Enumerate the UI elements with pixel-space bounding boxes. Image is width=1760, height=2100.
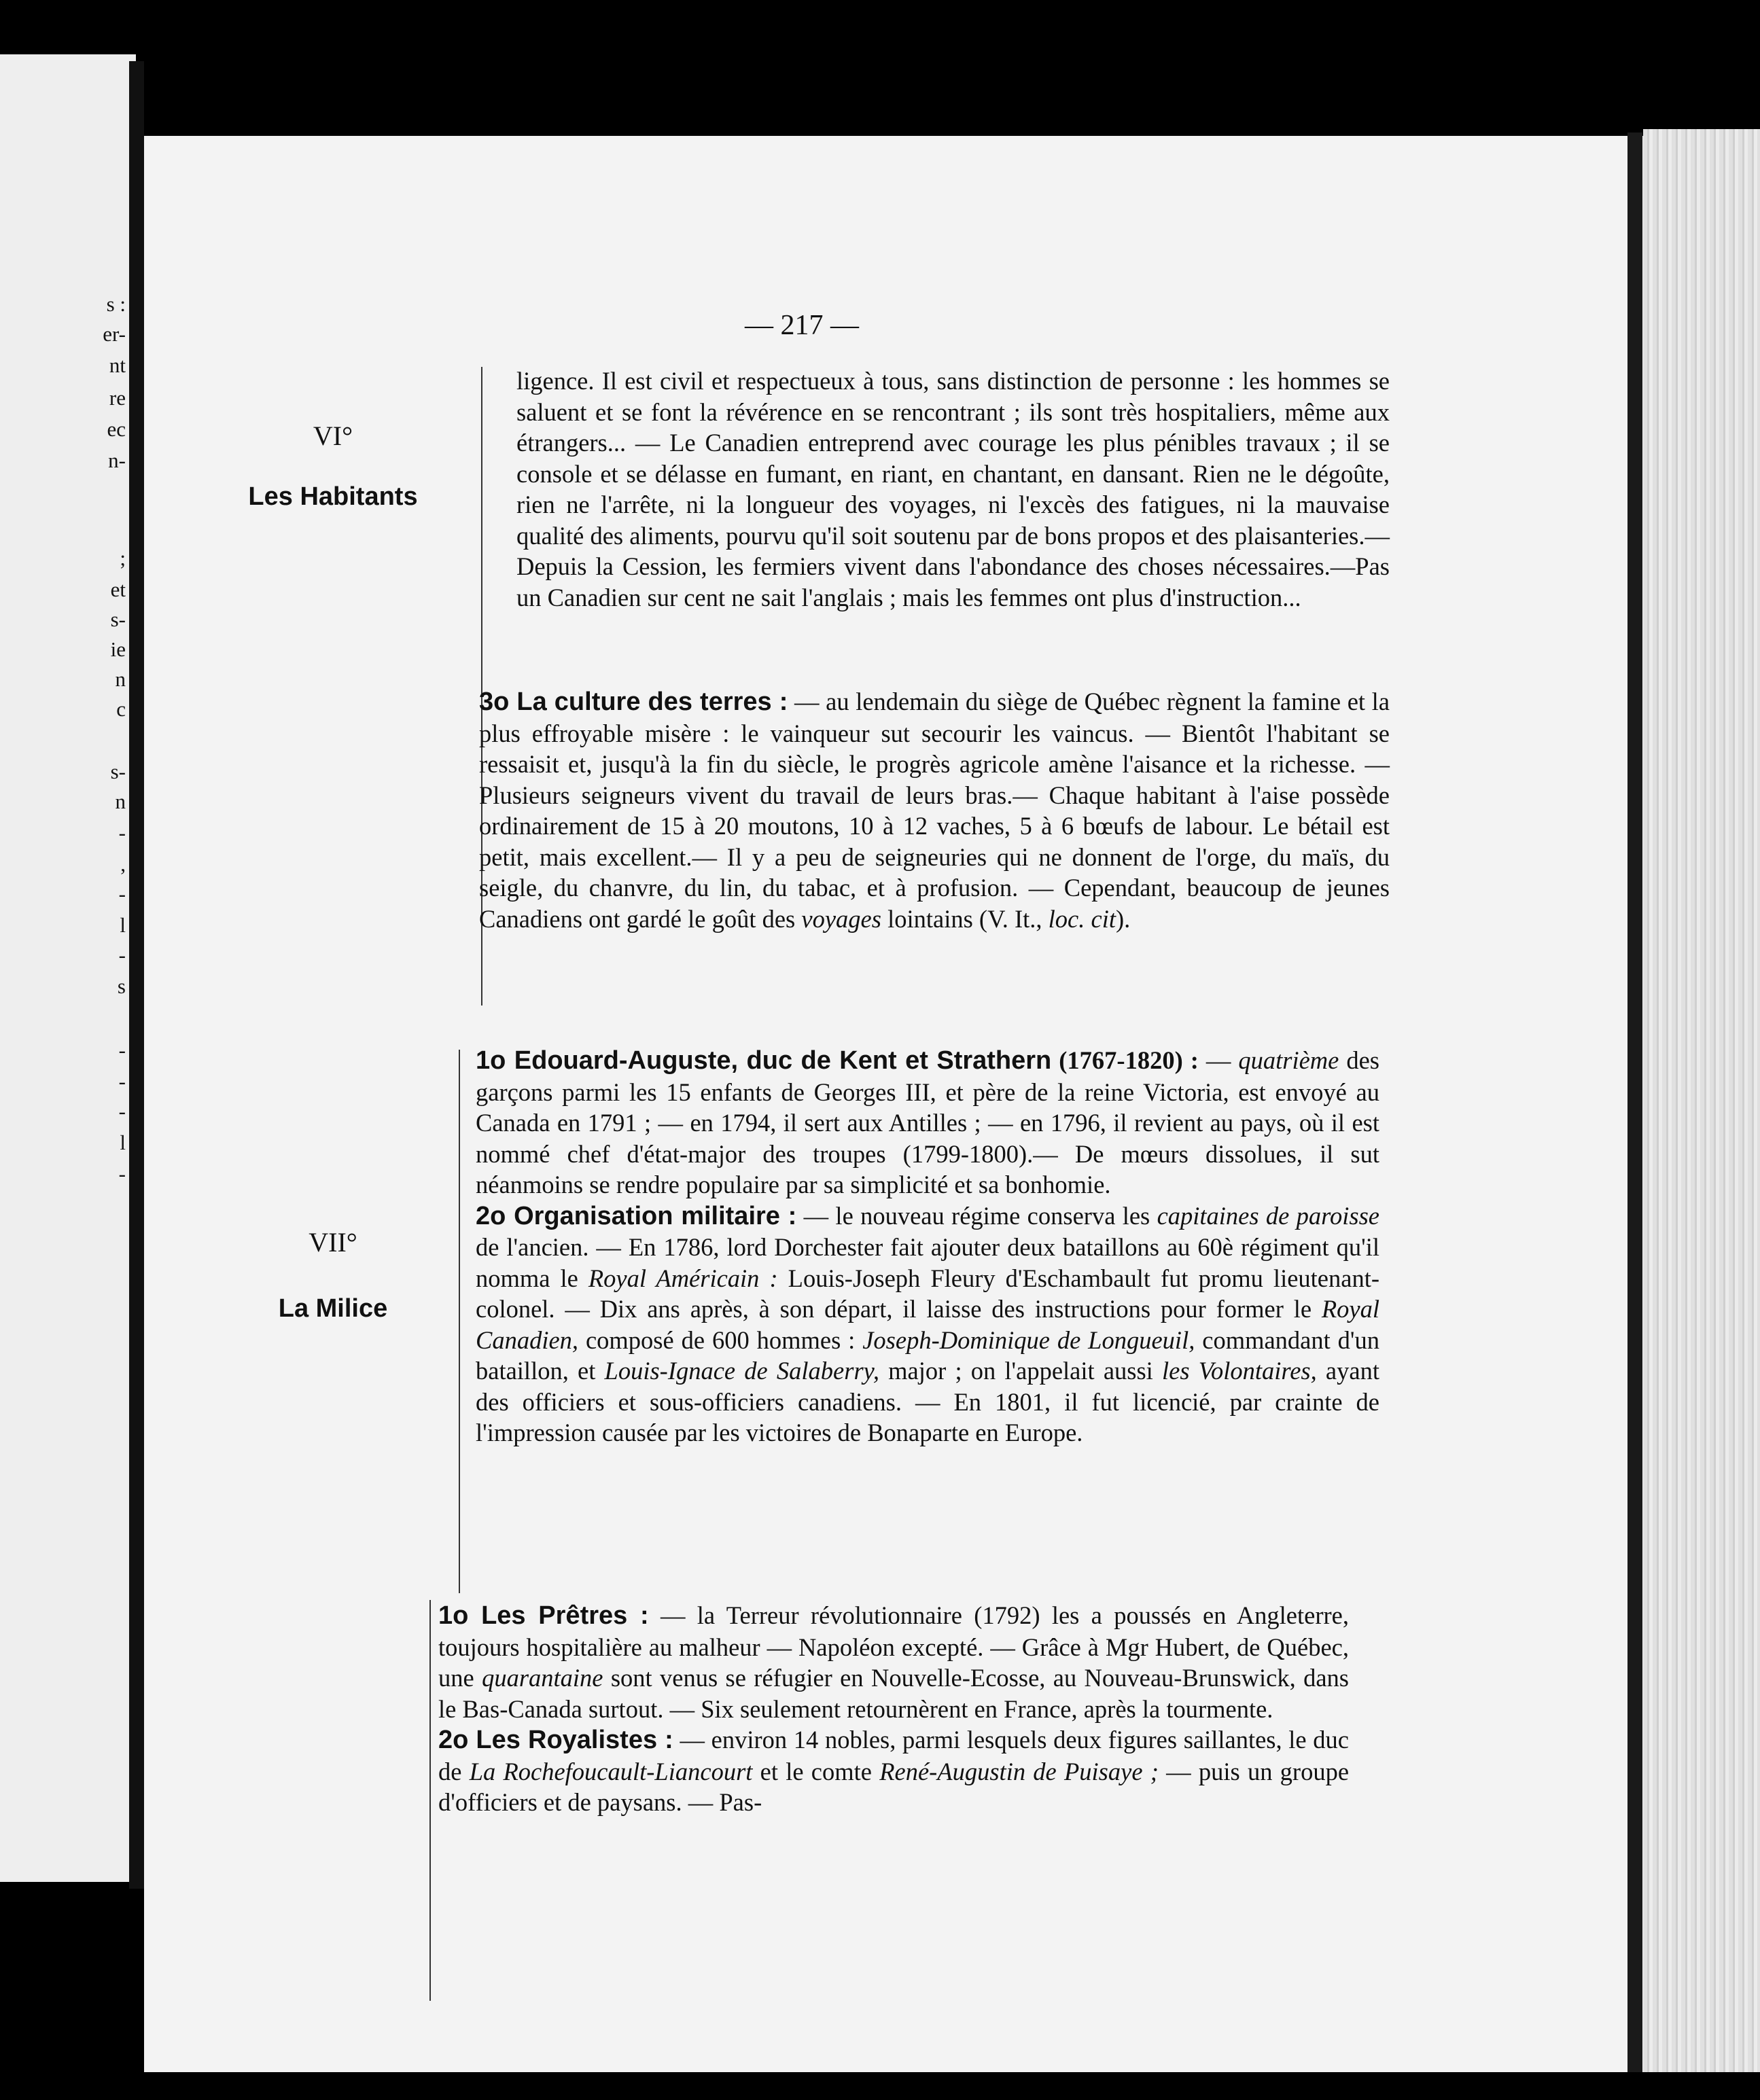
habitants-paragraph: ligence. Il est civil et respectueux à tous, sans distinction de personne : les hommes se saluent et se font la révérence en se rencontrant ; ils sont très hospitaliers, même aux étrangers... — Le Canadien entreprend avec courage les plus pénibles travaux ; il se console et se délasse en fumant, en riant, en chantant, en dansant. Rien ne le dégoûte, rien ne l'arrête, ni la longueur des voyages, ni l'excès des fatigues, ni la mauvaise qualité des aliments, pourvu qu'il soit soutenu par de bons propos et des plaisanteries.— Depuis la Cession, les fermiers vivent dans l'abondance des choses nécessaires.—Pas un Canadien sur cent ne sait l'anglais ; mais les femmes ont plus d'instruction... [516, 367, 1390, 611]
royalistes-heading: 2o Les Royalistes : [438, 1726, 673, 1754]
section-vii-body [476, 1045, 1379, 1448]
facing-page-text-fragment: , [120, 852, 126, 876]
facing-page-text-fragment: - [118, 1162, 126, 1186]
book-gutter [129, 61, 144, 1889]
facing-page-text-fragment: - [118, 1099, 126, 1123]
facing-page-text-fragment: n [115, 667, 126, 691]
pretres-paragraph: 1o Les Prêtres : — la Terreur révolutionnaire (1792) les a poussés en Angleterre, toujours hospitalière au malheur — Napoléon excepté. — Grâce à Mgr Hubert, de Québec, une quarantaine sont venus se réfugier en Nouvelle-Ecosse, au Nouveau-Brunswick, dans le Bas-Canada surtout. — Six seulement retournèrent en France, après la tourmente. [438, 1601, 1350, 1723]
facing-page-text-fragment: n [115, 789, 126, 813]
facing-page-text-fragment: l [120, 913, 126, 937]
culture-paragraph: 3o La culture des terres : — au lendemain du siège de Québec règnent la famine et la plus effroyable misère : le vainqueur sut secourir les vaincus. — Bientôt l'habitant se ressaisit et, jusqu'à la fin du siècle, le progrès agricole amène l'aisance et la richesse. — Plusieurs seigneurs vivent du travail de leurs bras.— Chaque habitant à l'aise possède ordinairement de 15 à 20 moutons, 10 à 12 vaches, 5 à 6 bœufs de labour. Le bétail est petit, mais excellent.— Il y a peu de seigneuries qui ne donnent de l'orge, du maïs, du seigle, du chanvre, du lin, du tabac, et à profusion. — Cependant, beaucoup de jeunes Canadiens ont gardé le goût des voyages lointains (V. It., loc. cit). [479, 688, 1390, 933]
organisation-militaire-paragraph: 2o Organisation militaire : — le nouveau régime conserva les capitaines de paroisse de l'ancien. — En 1786, lord Dorchester fait ajouter deux bataillons au 60è régiment qu'il nomma le Royal Américain : Louis-Joseph Fleury d'Eschambault fut promu lieutenant-colonel. — Dix ans après, à son départ, il laisse des instructions pour former le Royal Canadien, composé de 600 hommes : Joseph-Dominique de Longueuil, commandant d'un bataillon, et Louis-Ignace de Salaberry, major ; on l'appelait aussi les Volontaires, ayant des officiers et sous-officiers canadiens. — En 1801, il fut licencié, par crainte de l'impression causée par les victoires de Bonaparte en Europe. [476, 1201, 1380, 1446]
facing-page-text-fragment: - [118, 882, 126, 906]
facing-page-text-fragment: l [120, 1131, 126, 1154]
section-brace [459, 1050, 460, 1593]
facing-page-text-fragment: - [118, 821, 126, 844]
facing-page-text-fragment: re [109, 386, 126, 410]
section-numeral-vi: VI° [313, 421, 353, 451]
section-vi-item [479, 686, 1390, 934]
facing-page-text-fragment: nt [109, 353, 126, 377]
facing-page-fragment [0, 54, 136, 1882]
facing-page-text-fragment: s : [106, 292, 126, 316]
facing-page-text-fragment: - [118, 1038, 126, 1062]
facing-page-text-fragment: s- [110, 607, 126, 631]
facing-page-text-fragment: ; [120, 546, 126, 570]
facing-page-text-fragment: s- [110, 760, 126, 783]
page-stack-edge [1643, 129, 1760, 2072]
duc-de-kent-paragraph: 1o Edouard-Auguste, duc de Kent et Strathern (1767-1820) : — quatrième des garçons parmi les 15 enfants de Georges III, et père de la reine Victoria, est envoyé au Canada en 1791 ; — en 1794, il sert aux Antilles ; — en 1796, il revient au pays, où il est nommé chef d'état-major des troupes (1799-1800).— De mœurs dissolues, il sut néanmoins se rendre populaire par sa simplicité et sa bonhomie. [476, 1046, 1380, 1198]
facing-page-text-fragment: c [116, 697, 126, 721]
organisation-militaire-heading: 2o Organisation militaire : [476, 1201, 797, 1230]
duc-de-kent-heading: 1o Edouard-Auguste, duc de Kent et Strathern [476, 1046, 1052, 1075]
facing-page-text-fragment: - [118, 943, 126, 967]
royalistes-paragraph: 2o Les Royalistes : — environ 14 nobles, parmi lesquels deux figures saillantes, le duc de La Rochefoucault-Liancourt et le comte René-Augustin de Puisaye ; — puis un groupe d'officiers et de paysans. — Pas- [438, 1726, 1350, 1816]
section-brace [429, 1600, 431, 2001]
page-edge-shadow [1627, 132, 1642, 2072]
culture-heading: 3o La culture des terres : [479, 688, 788, 716]
facing-page-text-fragment: et [110, 577, 126, 601]
facing-page-text-fragment: n- [108, 448, 126, 472]
facing-page-text-fragment: - [118, 1069, 126, 1093]
pretres-heading: 1o Les Prêtres : [438, 1601, 649, 1630]
facing-page-text-fragment: ec [107, 417, 126, 441]
section-title-milice: La Milice [278, 1294, 388, 1323]
section-title-habitants: Les Habitants [248, 482, 418, 511]
section-vi-body [516, 366, 1390, 613]
facing-page-text-fragment: ie [110, 637, 126, 661]
section-emigres-body [438, 1600, 1349, 1818]
section-numeral-vii: VII° [309, 1227, 357, 1258]
facing-page-text-fragment: s [117, 974, 126, 998]
page-number: — 217 — [745, 310, 859, 341]
facing-page-text-fragment: er- [103, 322, 126, 346]
